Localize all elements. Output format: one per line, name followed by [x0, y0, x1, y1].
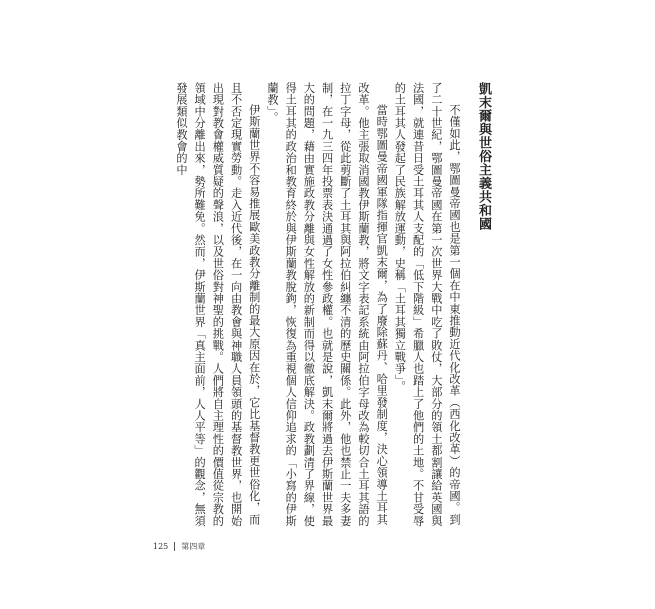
paragraph-1: 不僅如此，鄂圖曼帝國也是第一個在中東推動近代化改革（西化改革）的帝國。到了二十世紀，鄂圖曼帝國在第一次世界大戰中吃了敗仗，大部分的領土都割讓給英國與法國，就連昔日受土耳其人支配的「低下階級」希臘人也踏上了他們的土地。不甘受辱的土耳其人發起了民族解放運動，史稱「土耳其獨立戰爭」。 [393, 82, 461, 527]
page-number: 125 [153, 542, 169, 551]
footer-divider [174, 542, 175, 551]
chapter-label: 第四章 [181, 542, 206, 551]
section-heading: 凱末爾與世俗主義共和國 [476, 82, 491, 231]
paragraph-2: 當時鄂圖曼帝國軍隊指揮官凱末爾，為了廢除蘇丹、哈里發制度，決心領導土耳其改革。他主張取消國教伊斯蘭教，將文字表記系統由阿拉伯字母改為較切合土耳其語的拉丁字母，從此剪斷了土耳其與阿拉伯糾纏不清的歷史關係。此外，他也禁止一夫多妻制，在一九三四年投票表決通過了女性參政權。也就是說，凱末爾將過去伊斯蘭世界最大的問題，藉由實施政教分離與女性解放的新制而得以徹底解決。政教劃清了界線，使得土耳其的政治和教育終於與伊斯蘭教脫鉤，恢復為重視個人信仰追求的「小寫的伊斯蘭教」。 [265, 82, 389, 527]
paragraph-3: 伊斯蘭世界不容易推展歐美政教分離制的最大原因在於，它比基督教更世俗化，而且不否定現實勞動。走入近代後，在一向由教會與神職人員領頭的基督教世界，也開始出現對教會權威質疑的聲浪，以及世俗對神聖的挑戰。人們將自主理性的價值從宗教的領域中分離出來，勢所難免。然而，伊斯蘭世界「真主面前，人人平等」的觀念，無須發展類似教會的中 [174, 82, 261, 527]
body-text [160, 82, 490, 527]
page-footer [153, 541, 205, 552]
